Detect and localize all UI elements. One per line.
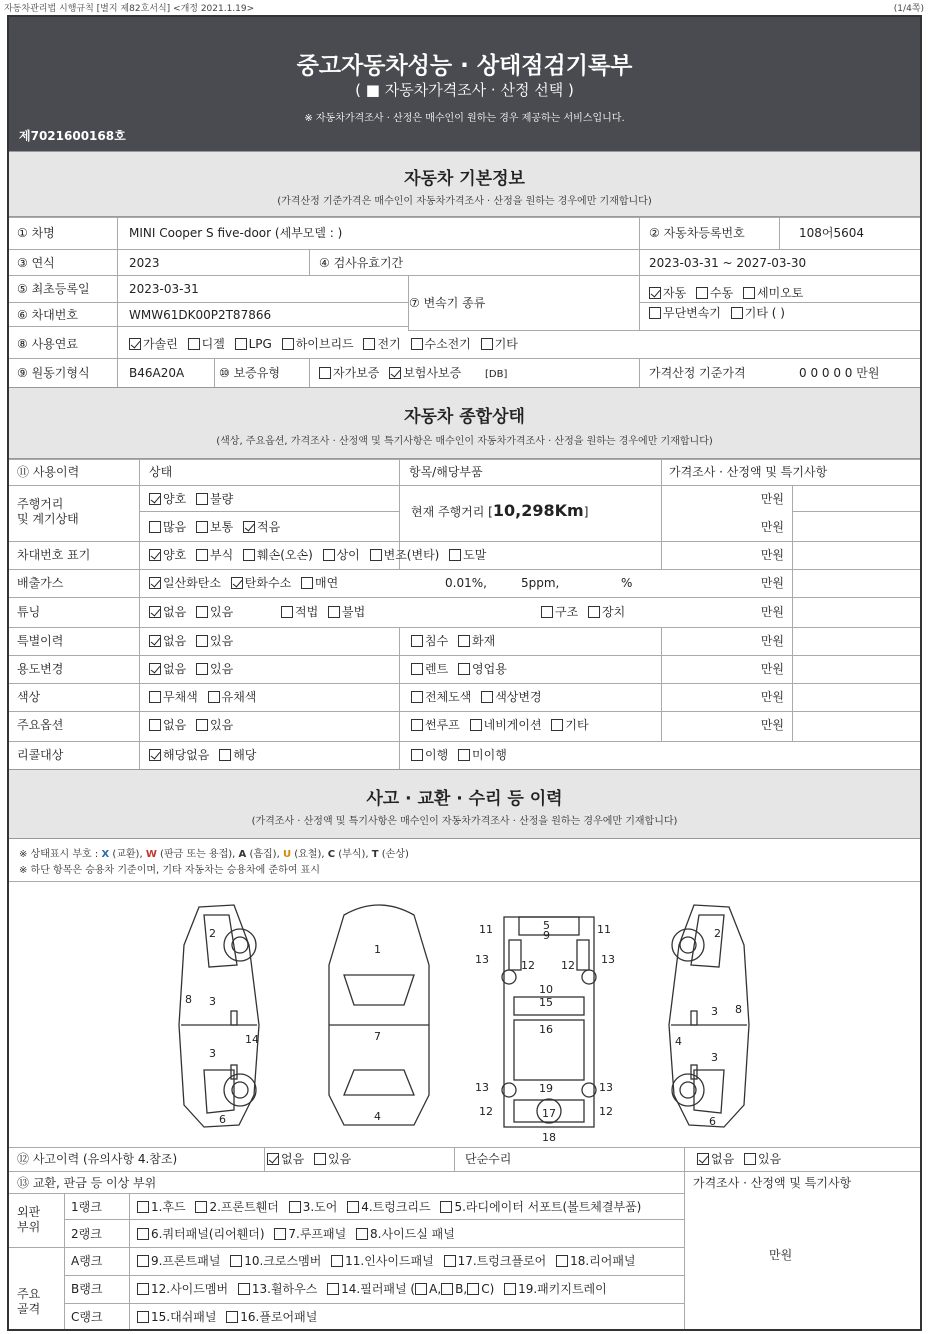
checkbox-wheel-house[interactable] xyxy=(238,1283,250,1295)
checkbox-tuning-yes[interactable] xyxy=(196,606,208,618)
transmission-row-1: 자동 수동 세미오토 xyxy=(649,285,809,301)
part-label: 4 xyxy=(374,1110,381,1123)
fuel-options: 가솔린 디젤 LPG 하이브리드 전기 수소전기 기타 xyxy=(129,336,524,352)
header-item: 항목/해당부품 xyxy=(409,465,483,479)
part-label: 2 xyxy=(209,927,216,940)
label-vin-mark: 차대번호 표기 xyxy=(17,548,91,562)
legend-symbols: ※ 상태표시 부호 : X (교환), W (판금 또는 용접), A (흠집), U (요철), C (부식), T (손상) xyxy=(19,849,409,860)
part-label: 4 xyxy=(675,1035,682,1048)
checkbox-hc[interactable] xyxy=(231,577,243,589)
label-main-frame: 주요 골격 xyxy=(17,1287,41,1316)
emission-co-value: 0.01%, xyxy=(445,576,487,590)
header-usage-history: ⑪ 사용이력 xyxy=(17,465,80,479)
part-label: 12 xyxy=(599,1105,613,1118)
part-label: 18 xyxy=(542,1131,556,1144)
section-title: 자동차 기본정보 xyxy=(404,169,525,189)
checkbox-rental[interactable] xyxy=(411,663,423,675)
checkbox-inside-panel[interactable] xyxy=(331,1255,343,1267)
checkbox-simple-none[interactable] xyxy=(697,1153,709,1165)
form-subtitle: ( ■ 자동차가격조사 · 산정 선택 ) xyxy=(355,81,574,99)
checkbox-simple-yes[interactable] xyxy=(744,1153,756,1165)
label-damaged-parts: ⑬ 교환, 판금 등 이상 부위 xyxy=(17,1176,157,1190)
form-header xyxy=(9,17,920,151)
model-year: 2023 xyxy=(129,256,160,270)
checkbox-electric[interactable] xyxy=(363,338,375,350)
part-label: 3 xyxy=(209,995,216,1008)
section-subtitle: (색상, 주요옵션, 가격조사 · 산정액 및 특기사항은 매수인이 자동차가격조사 · 산정을 원하는 경우에만 기재합니다) xyxy=(216,436,713,447)
label-accident-history: ⑫ 사고이력 (유의사항 4.참조) xyxy=(17,1152,178,1166)
checkbox-roof-panel[interactable] xyxy=(274,1228,286,1240)
registration-number: 108어5604 xyxy=(799,226,865,240)
checkbox-package-tray[interactable] xyxy=(504,1283,516,1295)
checkbox-dash-panel[interactable] xyxy=(137,1311,149,1323)
checkbox-front-panel[interactable] xyxy=(137,1255,149,1267)
checkbox-tuning-illegal[interactable] xyxy=(328,606,340,618)
first-registration: 2023-03-31 xyxy=(129,282,199,296)
checkbox-options-other[interactable] xyxy=(551,719,563,731)
checkbox-tuning-none[interactable] xyxy=(149,606,161,618)
checkbox-co[interactable] xyxy=(149,577,161,589)
part-label: 7 xyxy=(374,1030,381,1043)
checkbox-trunk-lid[interactable] xyxy=(347,1201,359,1213)
checkbox-lpg[interactable] xyxy=(235,338,247,350)
checkbox-gauge-good[interactable] xyxy=(149,493,161,505)
part-label: 1 xyxy=(374,943,381,956)
checkbox-vin-smeared[interactable] xyxy=(449,549,461,561)
form-title: 중고자동차성능 · 상태점검기록부 xyxy=(296,53,633,79)
part-label: 13 xyxy=(601,953,615,966)
emission-hc-value: 5ppm, xyxy=(521,576,560,590)
label-model-year: ③ 연식 xyxy=(17,256,55,270)
checkbox-accident-none[interactable] xyxy=(267,1153,279,1165)
checkbox-navigation[interactable] xyxy=(470,719,482,731)
checkbox-cvt[interactable] xyxy=(649,307,661,319)
checkbox-tuning-legal[interactable] xyxy=(281,606,293,618)
document-number: 제7021600168호 xyxy=(19,129,126,143)
section-title: 사고 · 교환 · 수리 등 이력 xyxy=(366,789,563,809)
checkbox-trans-other[interactable] xyxy=(731,307,743,319)
checkbox-pillar-panel[interactable] xyxy=(327,1283,339,1295)
part-label: 3 xyxy=(711,1005,718,1018)
label-car-name: ① 차명 xyxy=(17,226,55,240)
part-label: 11 xyxy=(597,923,611,936)
part-label: 6 xyxy=(219,1113,226,1126)
checkbox-cross-member[interactable] xyxy=(230,1255,242,1267)
part-label: 10 xyxy=(539,983,553,996)
part-label: 6 xyxy=(709,1115,716,1128)
label-base-price: 가격산정 기준가격 xyxy=(649,366,746,380)
checkbox-recall-not-done[interactable] xyxy=(458,749,470,761)
part-label: 8 xyxy=(185,993,192,1006)
checkbox-usage-yes[interactable] xyxy=(196,663,208,675)
section-title: 자동차 종합상태 xyxy=(404,407,525,427)
label-engine: ⑨ 원동기형식 xyxy=(17,366,90,380)
label-outer-panel: 외판 부위 xyxy=(17,1205,41,1234)
checkbox-mileage-low[interactable] xyxy=(243,521,255,533)
label-transmission: ⑦ 변속기 종류 xyxy=(409,296,486,310)
section-subtitle: (가격산정 기준가격은 매수인이 자동차가격조사 · 산정을 원하는 경우에만 기재합니다) xyxy=(277,196,652,207)
checkbox-special-none[interactable] xyxy=(149,635,161,647)
checkbox-hydrogen[interactable] xyxy=(411,338,423,350)
section-subtitle: (가격조사 · 산정액 및 특기사항은 매수인이 자동차가격조사 · 산정을 원하는 경우에만 기재합니다) xyxy=(251,816,678,827)
label-tuning: 튜닝 xyxy=(17,605,41,619)
checkbox-quarter-panel[interactable] xyxy=(137,1228,149,1240)
part-label: 13 xyxy=(475,953,489,966)
checkbox-vin-damaged[interactable] xyxy=(243,549,255,561)
checkbox-auto[interactable] xyxy=(649,287,661,299)
checkbox-flood[interactable] xyxy=(411,635,423,647)
part-label: 12 xyxy=(561,959,575,972)
checkbox-pillar-c[interactable] xyxy=(467,1283,479,1295)
status-grid: ⑪ 사용이력 상태 항목/해당부품 가격조사 · 산정액 및 특기사항 주행거리 및 계기상태 양호 불량 많음 보통 적음 현재 주행거리 [10,298Km] 만원 만원 차대번호 표기 양호 부식 훼손(오손) 상이 변조(변타) 도말 만원 배출가스 일산화탄소 탄화수소 매연 0.01%, 5ppm, % 만원 튜닝 없음 있음 적법 불법 구조 장치 만원 특별이력 없음 있음 침수 화재 만원 용도변경 없음 있음 렌트 영업용 만원 색상 무채색 유채색 전체도색 색상변경 만원 주요옵션 없음 있음 썬루프 네비게이션 기타 만원 리콜대상 해당없음 해당 이행 미이행 xyxy=(9,459,920,769)
car-name: MINI Cooper S five-door (세부모델 : ) xyxy=(129,226,343,240)
checkbox-diesel[interactable] xyxy=(188,338,200,350)
part-label: 12 xyxy=(479,1105,493,1118)
base-price: 0 0 0 0 0 만원 xyxy=(799,366,880,380)
part-label: 12 xyxy=(521,959,535,972)
part-label: 16 xyxy=(539,1023,553,1036)
checkbox-semi-auto[interactable] xyxy=(743,287,755,299)
checkbox-door[interactable] xyxy=(289,1201,301,1213)
page-number: (1/4쪽) xyxy=(893,4,924,14)
part-label: 8 xyxy=(735,1003,742,1016)
label-fuel: ⑧ 사용연료 xyxy=(17,337,78,351)
checkbox-side-sill[interactable] xyxy=(356,1228,368,1240)
inspection-validity: 2023-03-31 ~ 2027-03-30 xyxy=(649,256,807,270)
current-mileage: 현재 주행거리 [10,298Km] xyxy=(411,501,589,520)
checkbox-mileage-high[interactable] xyxy=(149,521,161,533)
label-inspection-validity: ④ 검사유효기간 xyxy=(319,256,404,270)
basic-info-grid xyxy=(9,217,920,387)
label-simple-repair: 단순수리 xyxy=(465,1152,512,1166)
part-label: 3 xyxy=(711,1051,718,1064)
label-registration: ② 자동차등록번호 xyxy=(649,226,745,240)
checkbox-insurance-warranty[interactable] xyxy=(389,367,401,379)
transmission-row-2: 무단변속기 기타 ( ) xyxy=(649,305,791,321)
checkbox-pillar-b[interactable] xyxy=(441,1283,453,1295)
checkbox-manual[interactable] xyxy=(696,287,708,299)
checkbox-full-paint[interactable] xyxy=(411,691,423,703)
checkbox-gasoline[interactable] xyxy=(129,338,141,350)
part-label: 14 xyxy=(245,1033,259,1046)
part-label: 13 xyxy=(599,1081,613,1094)
checkbox-rear-panel[interactable] xyxy=(556,1255,568,1267)
checkbox-color-change[interactable] xyxy=(481,691,493,703)
checkbox-recall-yes[interactable] xyxy=(219,749,231,761)
checkbox-self-warranty[interactable] xyxy=(319,367,331,379)
section-basic-info xyxy=(9,151,920,217)
checkbox-pillar-a[interactable] xyxy=(415,1283,427,1295)
part-label: 11 xyxy=(479,923,493,936)
accident-grid: ⑫ 사고이력 (유의사항 4.참조) 없음 있음 단순수리 없음 있음 ⑬ 교환, 판금 등 이상 부위 가격조사 · 산정액 및 특기사항 만원 외판 부위 1랭크 1.후드 2.프론트휀더 3.도어 4.트렁크리드 5.라디에이터 서포트(볼트체결부품) 2랭크 6.쿼터패널(리어휀더) 7.루프패널 8.사이드실 패널 주요 골격 A랭크 9.프론트패널 10.크로스멤버 11.인사이드패널 17.트렁크플로어 18.리어패널 B랭크 12.사이드멤버 13.휠하우스 14.필러패널 ( A, B, C) 19.패키지트레이 C랭크 15.대쉬패널 16.플로어패널 xyxy=(9,1147,920,1331)
label-warranty: ⑩ 보증유형 xyxy=(219,366,280,380)
part-label: 5 xyxy=(543,919,550,932)
inspection-record-form xyxy=(7,15,922,1331)
checkbox-chromatic[interactable] xyxy=(208,691,220,703)
form-reference: 자동차관리법 시행규칙 [별지 제82호서식] <개정 2021.1.19> xyxy=(4,4,255,14)
checkbox-fire[interactable] xyxy=(458,635,470,647)
label-mileage: 주행거리 및 계기상태 xyxy=(17,497,79,526)
part-label: 19 xyxy=(539,1082,553,1095)
part-label: 3 xyxy=(209,1047,216,1060)
header-state: 상태 xyxy=(149,465,173,479)
warranty-options: 자가보증 보험사보증 [DB] xyxy=(319,365,507,383)
checkbox-usage-none[interactable] xyxy=(149,663,161,675)
checkbox-tuning-structure[interactable] xyxy=(541,606,553,618)
checkbox-mileage-normal[interactable] xyxy=(196,521,208,533)
part-label: 9 xyxy=(543,929,550,942)
label-main-options: 주요옵션 xyxy=(17,718,64,732)
part-label: 17 xyxy=(542,1107,556,1120)
checkbox-side-member[interactable] xyxy=(137,1283,149,1295)
part-label: 13 xyxy=(475,1081,489,1094)
checkbox-options-yes[interactable] xyxy=(196,719,208,731)
checkbox-tuning-device[interactable] xyxy=(588,606,600,618)
label-first-registration: ⑤ 최초등록일 xyxy=(17,282,90,296)
checkbox-vin-good[interactable] xyxy=(149,549,161,561)
checkbox-options-none[interactable] xyxy=(149,719,161,731)
checkbox-front-fender[interactable] xyxy=(195,1201,207,1213)
label-vin: ⑥ 차대번호 xyxy=(17,308,78,322)
form-note: ※ 자동차가격조사 · 산정은 매수인이 원하는 경우 제공하는 서비스입니다. xyxy=(304,113,625,124)
checkbox-trunk-floor[interactable] xyxy=(444,1255,456,1267)
checkbox-hybrid[interactable] xyxy=(282,338,294,350)
checkbox-commercial[interactable] xyxy=(458,663,470,675)
checkbox-hood[interactable] xyxy=(137,1201,149,1213)
price-unit: 만원 xyxy=(769,1248,793,1262)
checkbox-floor-panel[interactable] xyxy=(226,1311,238,1323)
checkbox-fuel-other[interactable] xyxy=(481,338,493,350)
part-label: 2 xyxy=(714,927,721,940)
checkbox-vin-different[interactable] xyxy=(323,549,335,561)
label-price-note: 가격조사 · 산정액 및 특기사항 xyxy=(693,1176,852,1190)
checkbox-accident-yes[interactable] xyxy=(314,1153,326,1165)
header-price-note: 가격조사 · 산정액 및 특기사항 xyxy=(669,465,828,479)
car-damage-diagram xyxy=(9,885,920,1147)
checkbox-sunroof[interactable] xyxy=(411,719,423,731)
label-special-history: 특별이력 xyxy=(17,634,64,648)
legend-note: ※ 하단 항목은 승용차 기준이며, 기타 자동차는 승용차에 준하여 표시 xyxy=(19,865,320,876)
part-label: 15 xyxy=(539,996,553,1009)
checkbox-recall-none[interactable] xyxy=(149,749,161,761)
checkbox-vin-altered[interactable] xyxy=(370,549,382,561)
checkbox-gauge-bad[interactable] xyxy=(196,493,208,505)
checkbox-recall-done[interactable] xyxy=(411,749,423,761)
checkbox-special-yes[interactable] xyxy=(196,635,208,647)
label-recall: 리콜대상 xyxy=(17,748,64,762)
label-emission: 배출가스 xyxy=(17,576,64,590)
section-accident-history xyxy=(9,769,920,839)
checkbox-achromatic[interactable] xyxy=(149,691,161,703)
label-usage-change: 용도변경 xyxy=(17,662,64,676)
checkbox-vin-corroded[interactable] xyxy=(196,549,208,561)
checkbox-radiator-support[interactable] xyxy=(440,1201,452,1213)
vin: WMW61DK00P2T87866 xyxy=(129,308,272,322)
label-color: 색상 xyxy=(17,690,41,704)
engine-type: B46A20A xyxy=(129,366,185,380)
emission-smoke-unit: % xyxy=(621,576,633,590)
checkbox-smoke[interactable] xyxy=(301,577,313,589)
section-overall-status xyxy=(9,387,920,459)
